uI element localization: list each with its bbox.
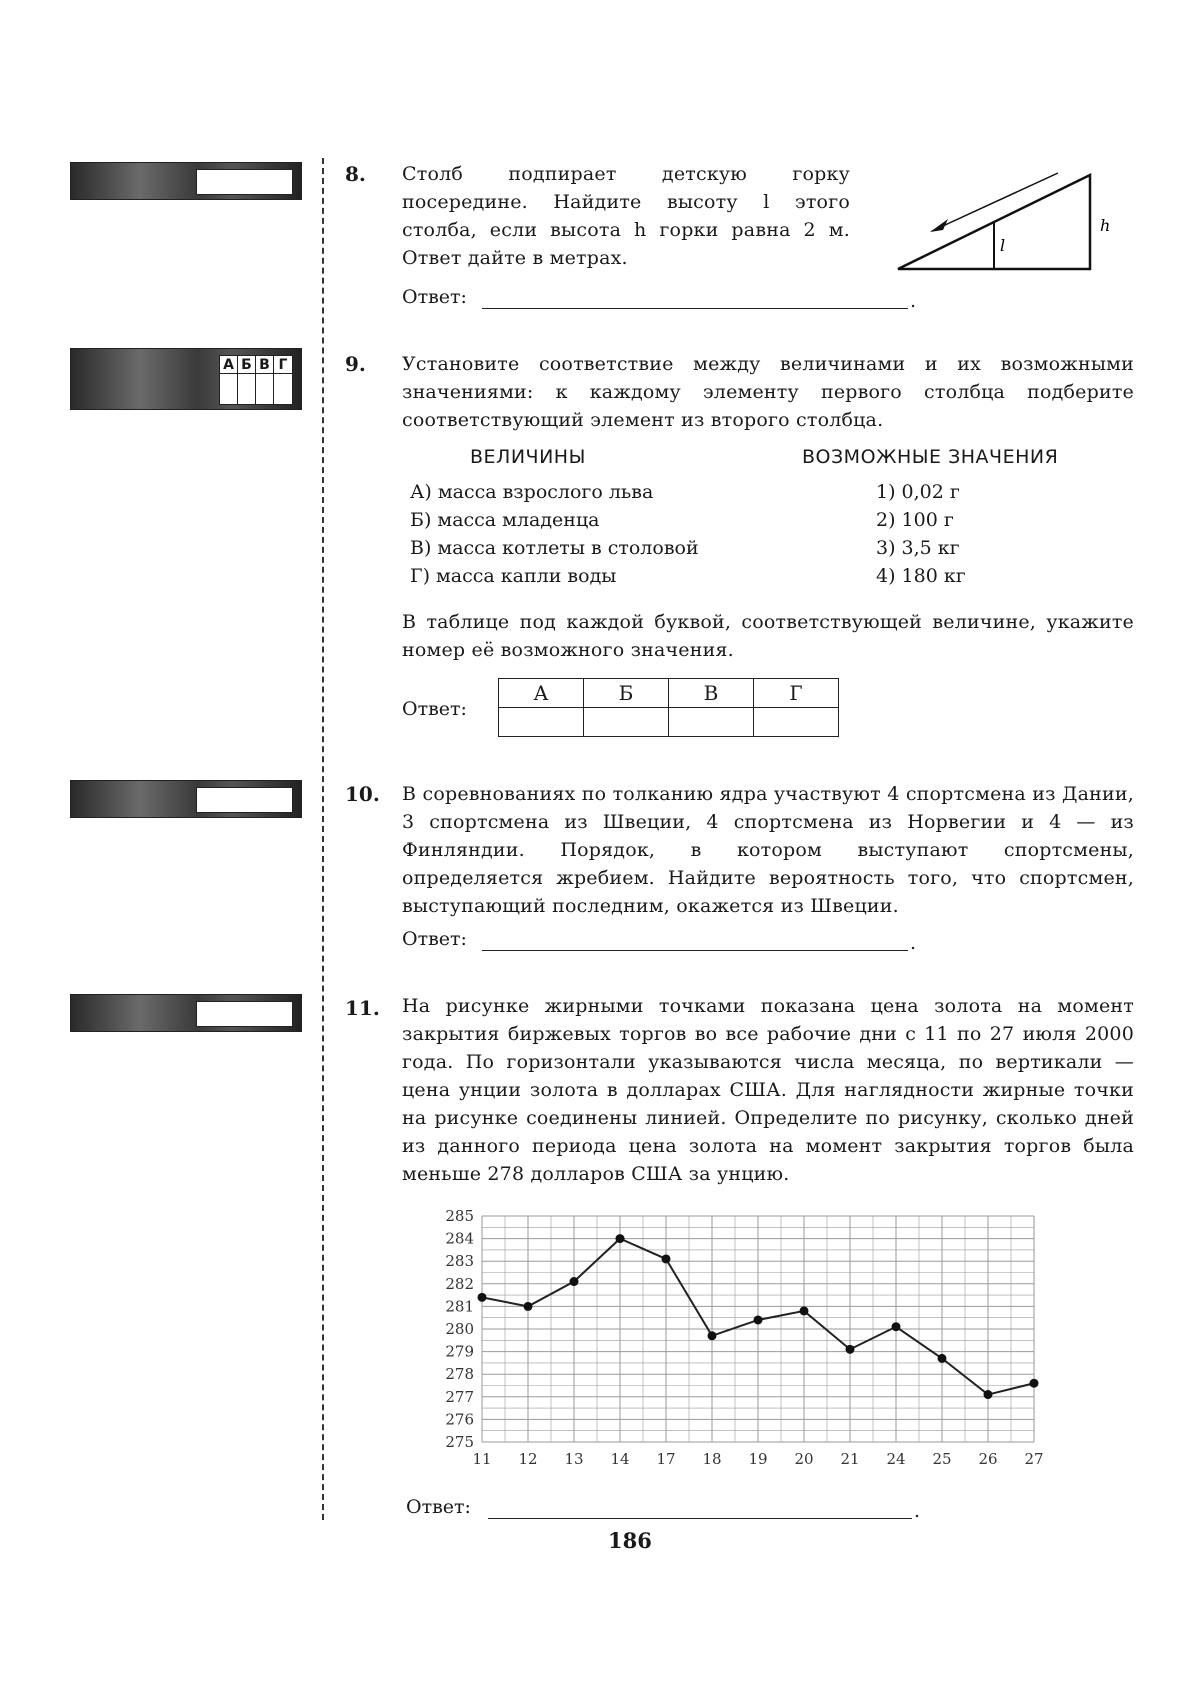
left-items-list xyxy=(410,478,699,590)
y-tick-label: 276 xyxy=(445,1410,474,1429)
x-tick-label: 11 xyxy=(472,1450,492,1468)
question-instruction: В таблице под каждой буквой, соответствующей величине, укажите номер её возможного значения. xyxy=(402,611,1134,661)
question-text: На рисунке жирными точками показана цена золота на момент закрытия биржевых торгов во все рабочие дни с 11 по 27 июля 2000 года. По горизонтали указываются числа месяца, по вертикали — цена унции золота в долларах США. Для наглядности жирные точки на рисунке соединены линией. Определите по рисунку, сколько дней из данного периода цена золота на момент закрытия торгов была меньше 278 долларов США за унцию. xyxy=(402,995,1134,1185)
data-point xyxy=(984,1390,993,1399)
left-column-header: ВЕЛИЧИНЫ xyxy=(470,446,586,468)
table-header-cell: Г xyxy=(754,679,839,708)
grid-letter: Г xyxy=(274,356,292,374)
answer-box-q9 xyxy=(70,348,302,410)
list-item: Г) масса капли воды xyxy=(410,565,617,587)
question-text: В соревнованиях по толканию ядра участвуют 4 спортсмена из Дании, 3 спортсмена из Швеции, 4 спортсмена из Норвегии и 4 — из Финляндии. Порядок, в котором выступают спортсмены, определяется жребием. Найдите вероятность того, что спортсмен, выступающий последним, окажется из Швеции. xyxy=(402,783,1134,917)
x-tick-label: 20 xyxy=(794,1450,814,1468)
data-point xyxy=(708,1331,717,1340)
x-tick-label: 26 xyxy=(978,1450,998,1468)
y-tick-label: 277 xyxy=(445,1387,474,1406)
label-l: l xyxy=(1000,236,1006,255)
y-tick-label: 285 xyxy=(445,1207,474,1225)
data-point xyxy=(800,1306,809,1315)
y-tick-labels xyxy=(445,1207,474,1451)
data-point xyxy=(478,1293,487,1302)
list-item: 1) 0,02 г xyxy=(876,481,960,503)
y-tick-label: 283 xyxy=(445,1252,474,1271)
answer-cell[interactable] xyxy=(754,708,839,737)
y-tick-label: 282 xyxy=(445,1274,474,1293)
label-h: h xyxy=(1100,216,1111,235)
data-point xyxy=(754,1315,763,1324)
x-tick-label: 19 xyxy=(748,1450,768,1468)
x-tick-label: 14 xyxy=(610,1450,630,1468)
question-number: 9. xyxy=(345,352,366,376)
answer-cell[interactable] xyxy=(669,708,754,737)
answer-box-q10 xyxy=(70,780,302,818)
answer-box-field xyxy=(196,787,293,813)
y-tick-label: 275 xyxy=(445,1433,474,1451)
right-items-list xyxy=(876,478,966,590)
data-point xyxy=(938,1354,947,1363)
answer-box-q8 xyxy=(70,162,302,200)
data-point xyxy=(524,1302,533,1311)
grid-letter: Б xyxy=(238,356,256,374)
data-point xyxy=(616,1234,625,1243)
question-number: 8. xyxy=(345,162,366,186)
list-item: Б) масса младенца xyxy=(410,509,600,531)
chart-grid xyxy=(482,1216,1034,1442)
table-header-cell: А xyxy=(499,679,584,708)
y-tick-label: 281 xyxy=(445,1297,474,1316)
x-tick-label: 17 xyxy=(656,1450,676,1468)
right-column-header: ВОЗМОЖНЫЕ ЗНАЧЕНИЯ xyxy=(802,446,1059,468)
answer-label: Ответ: xyxy=(402,698,467,720)
list-item: В) масса котлеты в столовой xyxy=(410,537,699,559)
x-tick-labels xyxy=(472,1450,1043,1468)
x-tick-label: 13 xyxy=(564,1450,584,1468)
gold-price-chart xyxy=(420,1200,1060,1480)
answer-line[interactable] xyxy=(488,1518,912,1519)
answer-cell[interactable] xyxy=(499,708,584,737)
data-point xyxy=(892,1322,901,1331)
data-point xyxy=(1030,1379,1039,1388)
answer-label: Ответ: xyxy=(402,286,467,308)
question-number: 11. xyxy=(345,996,380,1020)
table-header-cell: Б xyxy=(584,679,669,708)
question-number: 10. xyxy=(345,782,380,806)
x-tick-label: 12 xyxy=(518,1450,538,1468)
data-point xyxy=(570,1277,579,1286)
data-point xyxy=(846,1345,855,1354)
answer-line[interactable] xyxy=(482,308,908,309)
y-tick-label: 278 xyxy=(445,1365,474,1384)
list-item: 2) 100 г xyxy=(876,509,954,531)
page-number: 186 xyxy=(608,1528,652,1553)
table-header-cell: В xyxy=(669,679,754,708)
answer-table xyxy=(498,678,839,737)
grid-letter: А xyxy=(220,356,238,374)
y-tick-label: 279 xyxy=(445,1342,474,1361)
answer-line[interactable] xyxy=(482,950,908,951)
data-point xyxy=(662,1254,671,1263)
grid-letter: В xyxy=(256,356,274,374)
x-tick-label: 24 xyxy=(886,1450,906,1468)
slide-figure xyxy=(890,165,1130,275)
answer-label: Ответ: xyxy=(406,1496,471,1518)
x-tick-label: 18 xyxy=(702,1450,722,1468)
letter-grid xyxy=(219,355,293,405)
answer-label: Ответ: xyxy=(402,928,467,950)
answer-box-field xyxy=(196,169,293,195)
cut-line xyxy=(322,158,324,1520)
list-item: 3) 3,5 кг xyxy=(876,537,960,559)
answer-box-q11 xyxy=(70,994,302,1032)
list-item: А) масса взрослого льва xyxy=(410,481,654,503)
question-text: Установите соответствие между величинами и их возможными значениями: к каждому элементу первого столбца подберите соответствующий элемент из второго столбца. xyxy=(402,353,1134,431)
y-tick-label: 280 xyxy=(445,1320,474,1338)
question-text: Столб подпирает детскую горку посередине. Найдите высоту l этого столба, если высота h горки равна 2 м. Ответ дайте в метрах. xyxy=(402,163,850,269)
x-tick-label: 27 xyxy=(1024,1450,1044,1468)
x-tick-label: 21 xyxy=(840,1450,860,1468)
y-tick-label: 284 xyxy=(445,1229,474,1248)
answer-box-field xyxy=(196,1001,293,1027)
list-item: 4) 180 кг xyxy=(876,565,966,587)
x-tick-label: 25 xyxy=(932,1450,952,1468)
answer-cell[interactable] xyxy=(584,708,669,737)
